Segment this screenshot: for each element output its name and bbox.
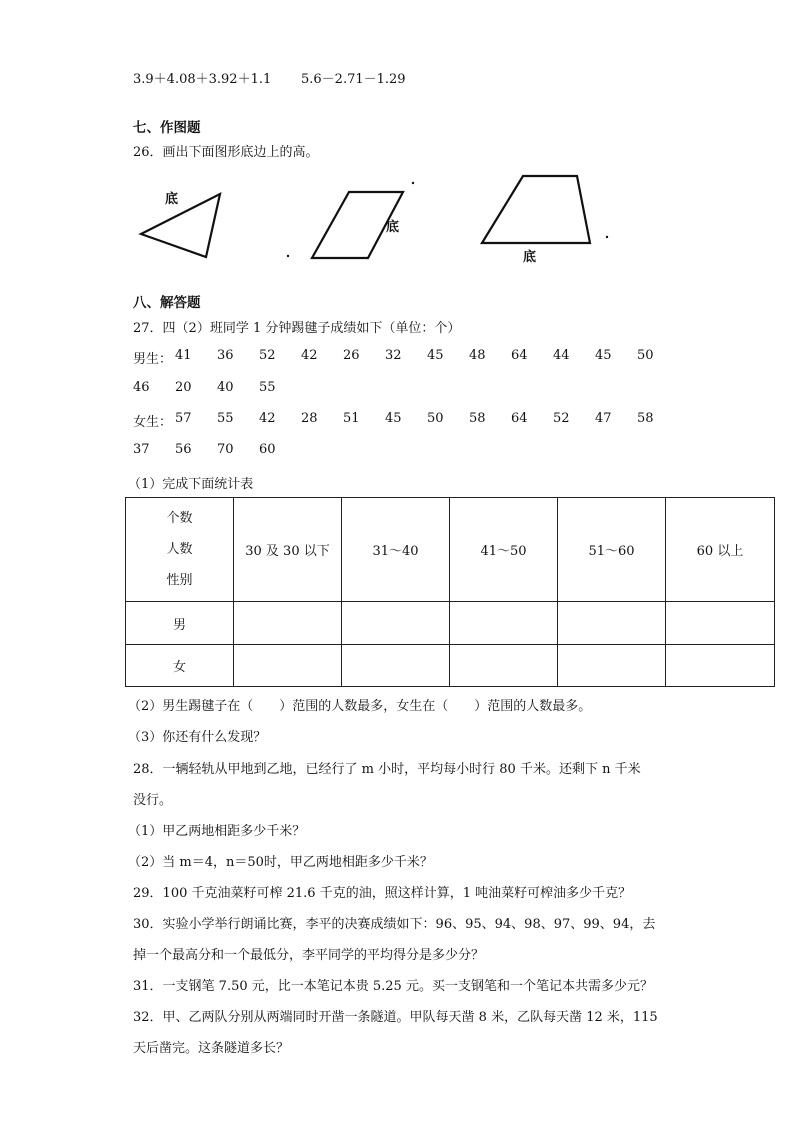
answer-cell[interactable] bbox=[666, 645, 775, 687]
score-value: 57 bbox=[175, 411, 192, 426]
score-value: 48 bbox=[469, 348, 486, 363]
score-value: 45 bbox=[385, 411, 402, 426]
score-value: 44 bbox=[553, 348, 570, 363]
question-27-part-1: （1）完成下面统计表 bbox=[128, 477, 254, 492]
score-value: 20 bbox=[175, 380, 192, 395]
score-value: 50 bbox=[637, 348, 654, 363]
question-28-part-1: （1）甲乙两地相距多少千米？ bbox=[128, 824, 306, 839]
section-title-answers: 八、解答题 bbox=[133, 295, 201, 311]
corner-label-count: 个数 bbox=[166, 511, 193, 526]
score-value: 51 bbox=[343, 411, 360, 426]
score-value: 52 bbox=[259, 348, 276, 363]
calc-expression-1: 3.9＋4.08＋3.92＋1.1 bbox=[133, 72, 272, 87]
question-27-part-3: （3）你还有什么发现？ bbox=[128, 730, 267, 745]
table-row-boys bbox=[126, 602, 775, 645]
corner-label-gender: 性别 bbox=[166, 573, 193, 588]
score-value: 45 bbox=[595, 348, 612, 363]
parallelogram-base-label: 底 bbox=[386, 220, 400, 235]
question-32-line-1: 32．甲、乙两队分别从两端同时开凿一条隧道。甲队每天凿 8 米，乙队每天凿 12 米，115 bbox=[133, 1010, 658, 1025]
question-26: 26．画出下面图形底边上的高。 bbox=[133, 145, 319, 160]
table-header-row bbox=[126, 498, 775, 602]
row-header-girls: 女 bbox=[126, 645, 234, 687]
score-value: 64 bbox=[511, 348, 528, 363]
trapezoid-figure bbox=[482, 176, 608, 265]
score-value: 55 bbox=[217, 411, 234, 426]
question-29: 29．100 千克油菜籽可榨 21.6 千克的油，照这样计算，1 吨油菜籽可榨油多少千克？ bbox=[133, 886, 632, 901]
question-30-line-1: 30．实验小学举行朗诵比赛，李平的决赛成绩如下：96、95、94、98、97、99、94，去 bbox=[133, 917, 656, 932]
triangle-figure bbox=[141, 191, 220, 257]
question-32-line-2: 天后凿完。这条隧道多长？ bbox=[133, 1041, 290, 1056]
column-header: 60 以上 bbox=[666, 498, 775, 602]
score-value: 50 bbox=[427, 411, 444, 426]
score-value: 28 bbox=[301, 411, 318, 426]
score-value: 42 bbox=[259, 411, 276, 426]
answer-cell[interactable] bbox=[342, 645, 450, 687]
score-value: 56 bbox=[175, 442, 192, 457]
score-value: 45 bbox=[427, 348, 444, 363]
question-27-part-2: （2）男生踢毽子在（ ）范围的人数最多，女生在（ ）范围的人数最多。 bbox=[128, 699, 592, 714]
score-value: 37 bbox=[133, 442, 150, 457]
question-28-line-1: 28．一辆轻轨从甲地到乙地，已经行了 m 小时，平均每小时行 80 千米。还剩下 n 千米 bbox=[133, 762, 641, 777]
score-value: 46 bbox=[133, 380, 150, 395]
table-row-girls bbox=[126, 645, 775, 687]
score-value: 36 bbox=[217, 348, 234, 363]
dot-mark bbox=[287, 255, 289, 257]
score-value: 60 bbox=[259, 442, 276, 457]
question-31: 31．一支钢笔 7.50 元，比一本笔记本贵 5.25 元。买一支钢笔和一个笔记本共需多少元？ bbox=[133, 979, 653, 994]
score-value: 41 bbox=[175, 348, 192, 363]
score-value: 58 bbox=[637, 411, 654, 426]
score-value: 42 bbox=[301, 348, 318, 363]
column-header: 41～50 bbox=[450, 498, 558, 602]
score-value: 52 bbox=[553, 411, 570, 426]
table-corner-cell bbox=[126, 498, 234, 602]
geometry-figures bbox=[0, 0, 794, 300]
answer-cell[interactable] bbox=[666, 602, 775, 645]
question-28-part-2: （2）当 m＝4，n＝50时，甲乙两地相距多少千米？ bbox=[128, 855, 433, 870]
score-value: 64 bbox=[511, 411, 528, 426]
score-value: 70 bbox=[217, 442, 234, 457]
calc-expression-2: 5.6－2.71－1.29 bbox=[301, 72, 406, 87]
answer-cell[interactable] bbox=[450, 602, 558, 645]
question-30-line-2: 掉一个最高分和一个最低分，李平同学的平均得分是多少分？ bbox=[133, 948, 485, 963]
answer-cell[interactable] bbox=[558, 645, 666, 687]
question-27: 27．四（2）班同学 1 分钟踢毽子成绩如下（单位：个） bbox=[133, 321, 461, 336]
answer-cell[interactable] bbox=[234, 645, 342, 687]
column-header: 30 及 30 以下 bbox=[234, 498, 342, 602]
parallelogram-figure bbox=[287, 182, 414, 258]
column-header: 51～60 bbox=[558, 498, 666, 602]
score-value: 58 bbox=[469, 411, 486, 426]
statistics-table bbox=[125, 497, 775, 687]
corner-label-people: 人数 bbox=[166, 542, 193, 557]
triangle-base-label: 底 bbox=[165, 192, 179, 207]
section-title-drawing: 七、作图题 bbox=[133, 120, 201, 136]
score-value: 55 bbox=[259, 380, 276, 395]
girls-label: 女生： bbox=[133, 415, 173, 430]
score-value: 40 bbox=[217, 380, 234, 395]
answer-cell[interactable] bbox=[234, 602, 342, 645]
answer-cell[interactable] bbox=[342, 602, 450, 645]
trapezoid-base-label: 底 bbox=[523, 250, 537, 265]
boys-label: 男生： bbox=[133, 352, 173, 367]
answer-cell[interactable] bbox=[450, 645, 558, 687]
column-header: 31～40 bbox=[342, 498, 450, 602]
score-value: 47 bbox=[595, 411, 612, 426]
score-value: 26 bbox=[343, 348, 360, 363]
score-value: 32 bbox=[385, 348, 402, 363]
answer-cell[interactable] bbox=[558, 602, 666, 645]
row-header-boys: 男 bbox=[126, 602, 234, 645]
dot-mark bbox=[412, 182, 414, 184]
question-28-line-2: 没行。 bbox=[133, 793, 173, 808]
dot-mark bbox=[606, 236, 608, 238]
